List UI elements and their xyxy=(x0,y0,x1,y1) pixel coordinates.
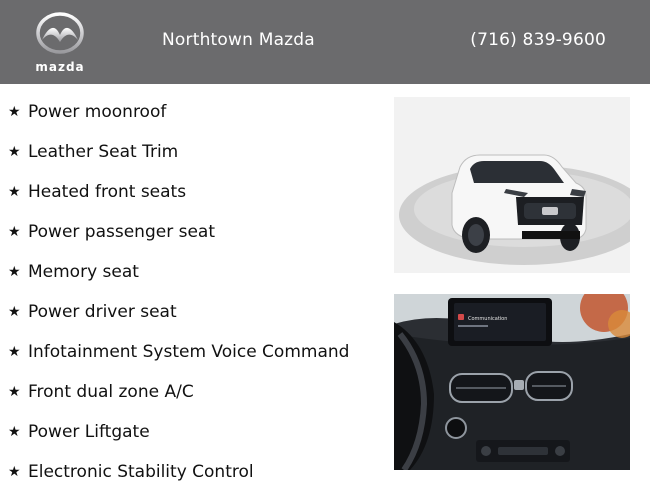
header-bar xyxy=(0,0,650,84)
feature-label: Power moonroof xyxy=(28,102,167,122)
feature-item xyxy=(8,332,388,372)
feature-label: Infotainment System Voice Command xyxy=(28,342,350,362)
feature-item xyxy=(8,412,388,452)
feature-label: Front dual zone A/C xyxy=(28,382,194,402)
dealer-name: Northtown Mazda xyxy=(162,30,315,50)
feature-label: Power driver seat xyxy=(28,302,177,322)
feature-list xyxy=(8,92,388,492)
feature-label: Heated front seats xyxy=(28,182,187,202)
screen-menu-label: Communication xyxy=(468,316,508,322)
feature-item xyxy=(8,452,388,492)
feature-item xyxy=(8,132,388,172)
star-icon: ★ xyxy=(8,264,21,280)
star-icon: ★ xyxy=(8,144,21,160)
star-icon: ★ xyxy=(8,384,21,400)
star-icon: ★ xyxy=(8,224,21,240)
feature-label: Electronic Stability Control xyxy=(28,462,254,482)
star-icon: ★ xyxy=(8,184,21,200)
star-icon: ★ xyxy=(8,104,21,120)
exterior-photo[interactable] xyxy=(394,97,630,273)
feature-label: Power Liftgate xyxy=(28,422,150,442)
star-icon: ★ xyxy=(8,464,21,480)
feature-label: Power passenger seat xyxy=(28,222,215,242)
feature-item xyxy=(8,372,388,412)
interior-photo[interactable] xyxy=(394,294,630,470)
feature-label: Memory seat xyxy=(28,262,139,282)
feature-label: Leather Seat Trim xyxy=(28,142,179,162)
star-icon: ★ xyxy=(8,424,21,440)
mazda-logo[interactable] xyxy=(22,9,98,75)
feature-item xyxy=(8,212,388,252)
feature-item xyxy=(8,252,388,292)
logo-wordmark: mazda xyxy=(35,60,85,74)
feature-item xyxy=(8,292,388,332)
star-icon: ★ xyxy=(8,344,21,360)
feature-item xyxy=(8,172,388,212)
star-icon: ★ xyxy=(8,304,21,320)
phone-number[interactable]: (716) 839-9600 xyxy=(470,30,606,50)
feature-item xyxy=(8,92,388,132)
